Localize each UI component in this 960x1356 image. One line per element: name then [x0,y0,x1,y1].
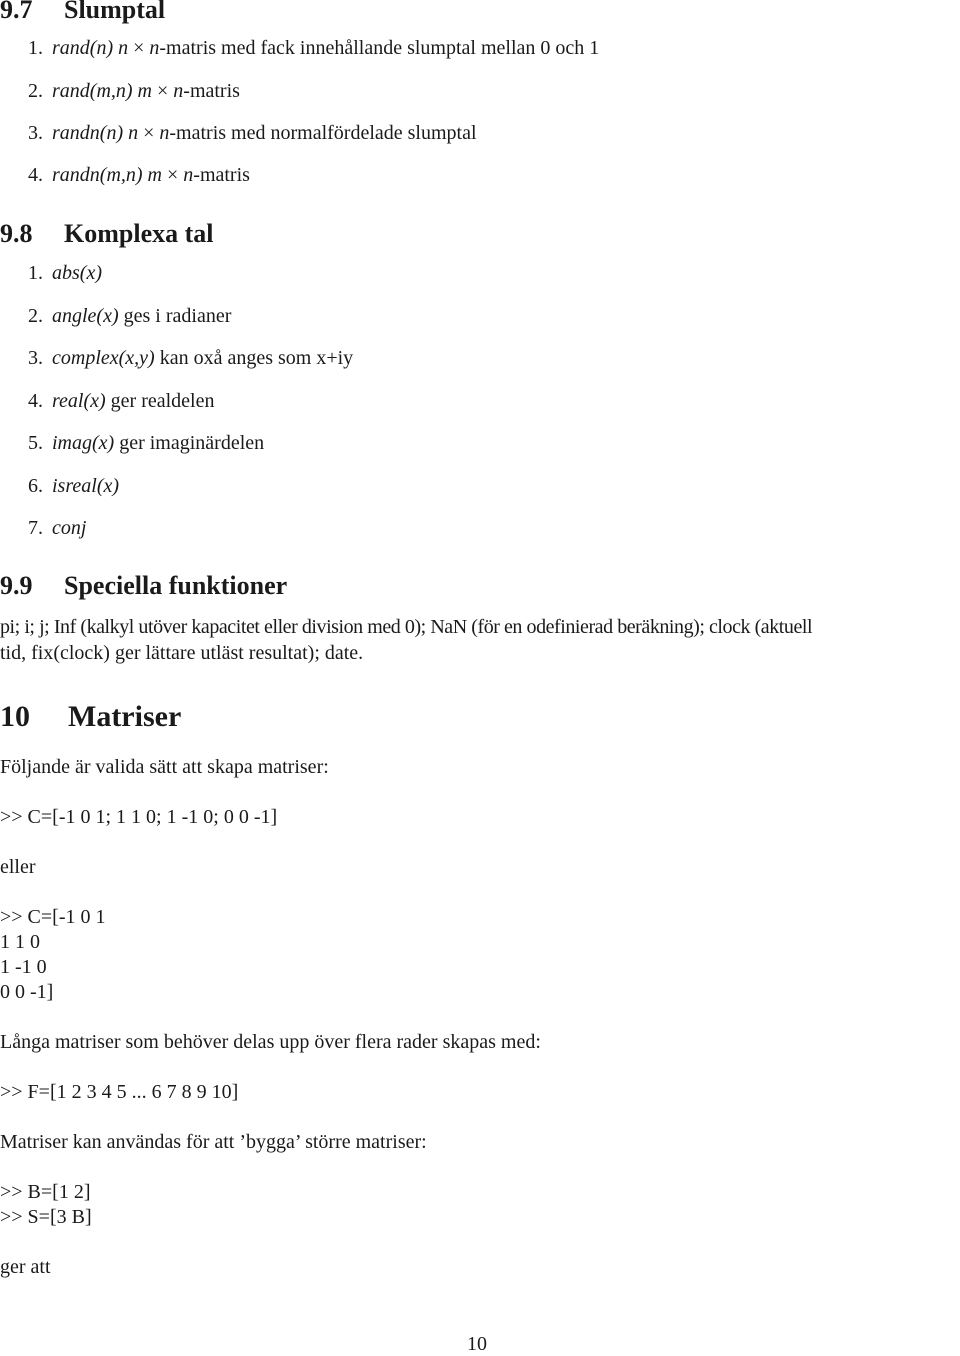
intro-text: Följande är valida sätt att skapa matriser: [0,756,329,778]
section-number: 9.9 [0,571,33,600]
item-number: 2. [28,80,43,102]
list-item [28,390,215,413]
function-name: randn(m,n) [52,164,143,186]
description: -matris med normalfördelade slumptal [169,122,477,144]
list-item [28,122,477,145]
times-symbol: × [157,80,169,102]
section-number: 9.8 [0,219,33,248]
list-item [28,347,353,370]
item-number: 2. [28,305,43,327]
function-name: rand(n) [52,37,114,59]
item-number: 6. [28,475,43,497]
description: ger realdelen [105,390,215,412]
code-line: 1 1 0 [0,931,40,953]
paragraph: Matriser kan användas för att ’bygga’ större matriser: [0,1131,427,1153]
description: ger imaginärdelen [114,432,265,454]
item-number: 3. [28,347,43,369]
function-name: complex(x,y) [52,347,155,369]
section-title: Slumptal [64,0,166,24]
paragraph: Långa matriser som behöver delas upp över flera rader skapas med: [0,1031,541,1053]
function-name: randn(n) [52,122,124,144]
item-number: 4. [28,164,43,186]
code-line: >> S=[3 B] [0,1206,92,1228]
item-number: 4. [28,390,43,412]
paragraph-line: pi; i; j; Inf (kalkyl utöver kapacitet eller division med 0); NaN (för en odefinierad beräkning); clock (aktuell [0,616,813,638]
code-line: >> B=[1 2] [0,1181,91,1203]
dim: m [147,164,162,186]
list-item [28,517,86,540]
dim: n [159,122,170,144]
list-item [28,475,119,498]
code-line: >> C=[-1 0 1; 1 1 0; 1 -1 0; 0 0 -1] [0,806,278,828]
item-number: 7. [28,517,43,539]
section-title: Matriser [68,700,182,733]
item-number: 1. [28,262,43,284]
list-item [28,37,599,60]
dim: n [118,37,129,59]
description: -matris [183,80,240,102]
item-number: 5. [28,432,43,454]
times-symbol: × [133,37,145,59]
section-heading-9-7 [0,0,165,25]
item-number: 3. [28,122,43,144]
list-item [28,164,250,187]
section-number: 10 [0,700,30,733]
dim: n [128,122,139,144]
list-item [28,80,240,103]
function-name: angle(x) [52,305,119,327]
connector-text: eller [0,856,36,878]
section-title: Speciella funktioner [64,571,288,600]
description: -matris med fack innehållande slumptal mellan 0 och 1 [159,37,600,59]
code-line: >> F=[1 2 3 4 5 ... 6 7 8 9 10] [0,1081,239,1103]
code-line: 0 0 -1] [0,981,54,1003]
section-number: 9.7 [0,0,33,24]
dim: n [183,164,194,186]
function-name: conj [52,517,87,539]
function-name: imag(x) [52,432,115,454]
function-name: isreal(x) [52,475,120,497]
list-item [28,262,102,285]
code-line: 1 -1 0 [0,956,47,978]
dim: n [149,37,160,59]
paragraph: ger att [0,1256,51,1278]
item-number: 1. [28,37,43,59]
code-line: >> C=[-1 0 1 [0,906,106,928]
description: kan oxå anges som x+iy [154,347,354,369]
list-item [28,432,264,455]
times-symbol: × [143,122,155,144]
description: ges i radianer [118,305,232,327]
section-heading-9-8 [0,219,214,249]
dim: m [137,80,152,102]
section-title: Komplexa tal [64,219,214,248]
paragraph-line: tid, fix(clock) ger lättare utläst resultat); date. [0,642,364,664]
page-number: 10 [467,1333,487,1355]
list-item [28,305,231,328]
description: -matris [193,164,250,186]
function-name: abs(x) [52,262,102,284]
section-heading-9-9 [0,571,287,601]
dim: n [173,80,184,102]
function-name: real(x) [52,390,106,412]
times-symbol: × [167,164,179,186]
function-name: rand(m,n) [52,80,133,102]
section-heading-10 [0,700,181,734]
